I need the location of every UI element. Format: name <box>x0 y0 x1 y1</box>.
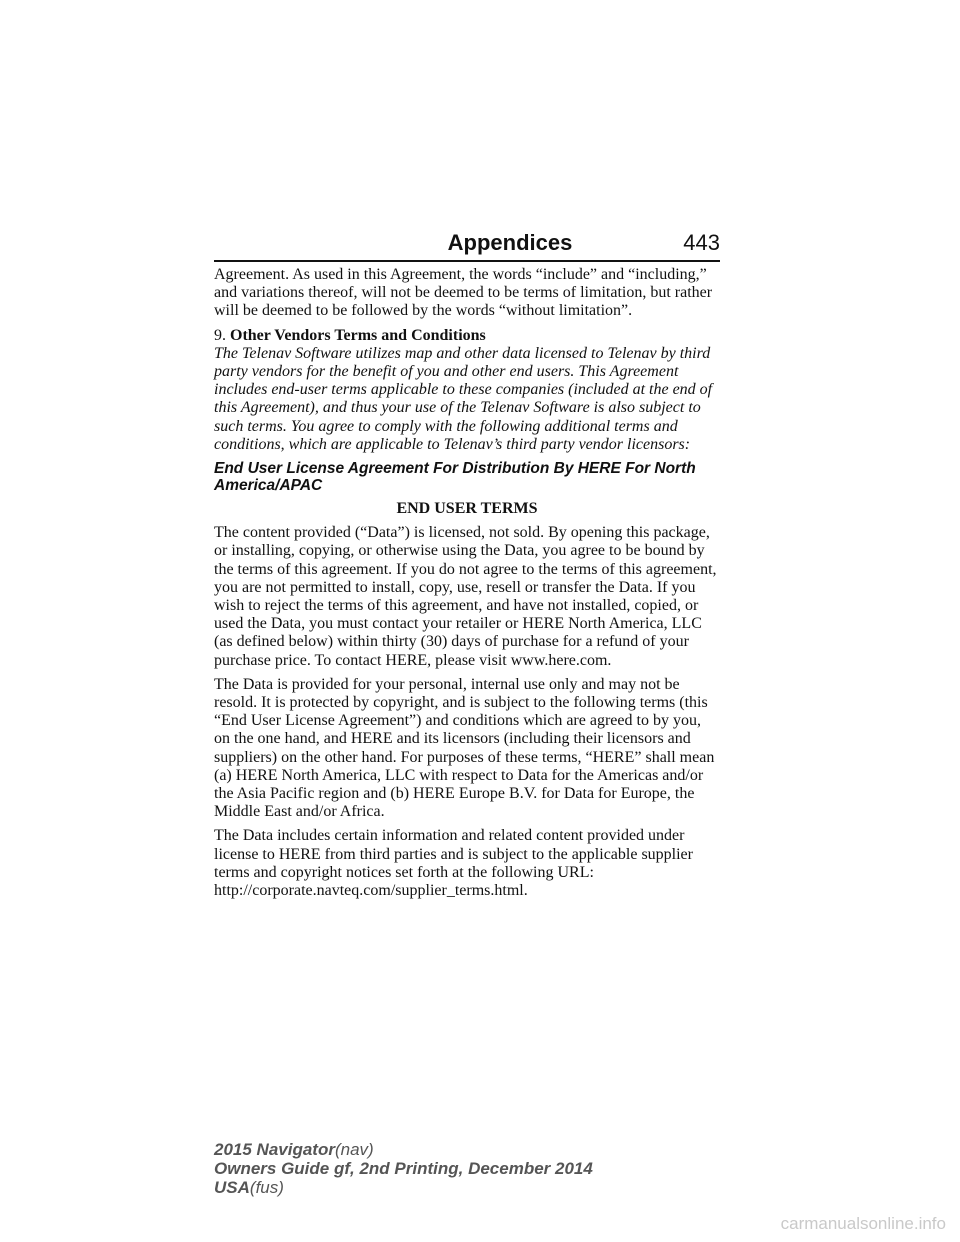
header-divider <box>214 260 720 262</box>
page-footer <box>214 1140 714 1197</box>
footer-market-code: (fus) <box>249 1178 284 1197</box>
footer-line-2: Owners Guide gf, 2nd Printing, December 2014 <box>214 1159 593 1178</box>
end-user-terms-heading: END USER TERMS <box>396 500 538 518</box>
footer-line-3 <box>214 1178 714 1197</box>
watermark-text: carmanualsonline.info <box>780 1214 946 1233</box>
page-title: Appendices <box>447 230 573 255</box>
page-number: 443 <box>683 230 720 255</box>
footer-line-1 <box>214 1140 714 1159</box>
footer-model-code: (nav) <box>334 1140 374 1159</box>
paragraph-personal-use: The Data is provided for your personal, internal use only and may not be resold. It is protected by copyright, and is subject to the following terms (this “End User License Agreement”) and conditions which are agreed to by you, on the one hand, and HERE and its licensors (including their licensors and suppliers) on the other hand. For purposes of these terms, “HERE” shall mean (a) HERE North America, LLC with respect to Data for the Americas and/or the Asia Pacific region and (b) HERE Europe B.V. for Data for Europe, the Middle East and/or Africa. <box>214 675 715 821</box>
section-heading <box>214 327 720 345</box>
footer-model: 2015 Navigator <box>214 1140 335 1159</box>
page-body <box>214 266 720 906</box>
page-header <box>214 228 720 262</box>
paragraph-third-parties: The Data includes certain information and related content provided under license to HERE from third parties and is subject to the applicable supplier terms and copyright notices set forth at the following URL: http://corporate.navteq.com/supplier_terms.html. <box>214 827 693 900</box>
paragraph-telenav: The Telenav Software utilizes map and other data licensed to Telenav by third party vendors for the benefit of you and other end users. This Agreement includes end-user terms applicable to these companies (included at the end of this Agreement), and thus your use of the Telenav Software is also subject to such terms. You agree to comply with the following additional terms and conditions, which are applicable to Telenav’s third party vendor licensors: <box>214 344 713 453</box>
footer-market: USA <box>214 1178 250 1197</box>
section-number: 9. <box>214 326 226 344</box>
paragraph-agreement: Agreement. As used in this Agreement, the words “include” and “including,” and variations thereof, will not be deemed to be terms of limitation, but rather will be deemed to be followed by the words “without limitation”. <box>214 266 713 320</box>
eula-subheading: End User License Agreement For Distribution By HERE For North America/APAC <box>214 460 696 495</box>
section-title: Other Vendors Terms and Conditions <box>230 326 486 344</box>
paragraph-content-licensed: The content provided (“Data”) is licensed, not sold. By opening this package, or installing, copying, or otherwise using the Data, you agree to be bound by the terms of this agreement. If you do not agree to the terms of this agreement, you are not permitted to install, copy, use, resell or transfer the Data. If you wish to reject the terms of this agreement, and have not installed, copied, or used the Data, you must contact your retailer or HERE North America, LLC (as defined below) within thirty (30) days of purchase for a refund of your purchase price. To contact HERE, please visit www.here.com. <box>214 524 717 669</box>
